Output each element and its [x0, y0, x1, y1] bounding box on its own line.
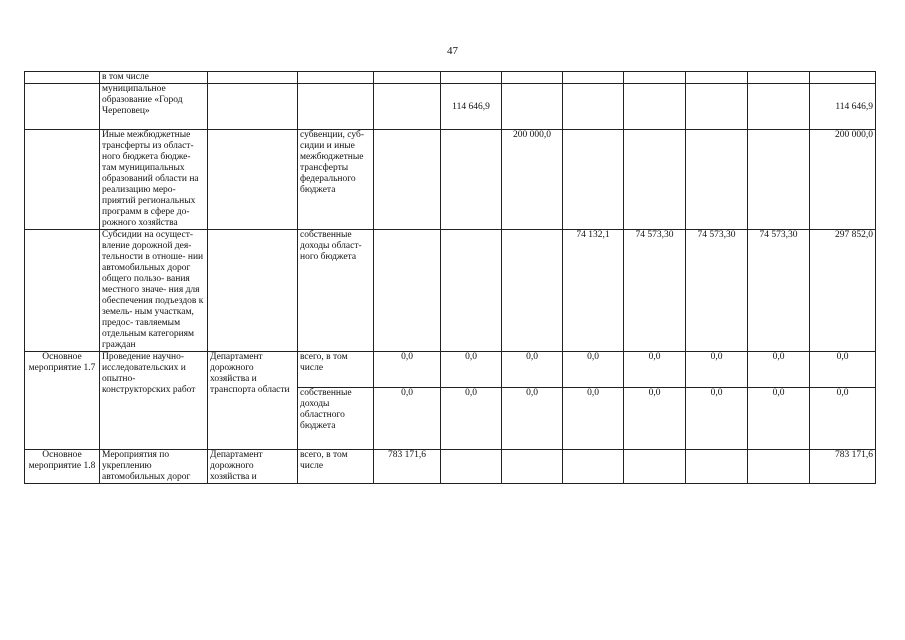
value-cell: [624, 84, 686, 130]
activity-name-cell: [100, 450, 208, 484]
program-cell: [25, 450, 100, 484]
total-cell: 200 000,0: [810, 130, 876, 230]
value-cell: 74 573,30: [686, 230, 748, 352]
value-cell: [502, 72, 563, 84]
value-cell: [441, 450, 502, 484]
value-cell: 0,0: [502, 352, 563, 388]
value-cell: 0,0: [441, 388, 502, 450]
value-cell: [686, 450, 748, 484]
program-cell: [25, 84, 100, 130]
value-cell: 0,0: [748, 388, 810, 450]
activity-name-cell: в том числе: [100, 72, 208, 84]
value-cell: 114 646,9: [441, 84, 502, 130]
table-row: [25, 450, 876, 484]
table-row: [25, 230, 876, 352]
value-cell: [686, 72, 748, 84]
funding-source-cell: субвенции, суб- сидии и иные межбюджетные трансферты федерального бюджета: [298, 130, 374, 230]
funding-source-cell: всего, в том числе: [298, 352, 374, 388]
total-cell: 297 852,0: [810, 230, 876, 352]
total-cell: 783 171,6: [810, 450, 876, 484]
value-cell: [374, 230, 441, 352]
value-cell: 783 171,6: [374, 450, 441, 484]
value-cell: [624, 72, 686, 84]
total-cell: [810, 72, 876, 84]
value-cell: [374, 84, 441, 130]
value-cell: [563, 450, 624, 484]
page-number: 47: [447, 45, 458, 57]
funding-source-cell: [298, 84, 374, 130]
value-cell: [748, 72, 810, 84]
table-row: [25, 352, 876, 388]
value-cell: [624, 130, 686, 230]
value-cell: [748, 450, 810, 484]
value-cell: [748, 84, 810, 130]
value-cell: 0,0: [624, 352, 686, 388]
value-cell: [441, 230, 502, 352]
activity-name-cell: Проведение научно- исследовательских и опытно- конструкторских работ: [100, 352, 208, 450]
value-cell: 0,0: [748, 352, 810, 388]
value-cell: [563, 84, 624, 130]
total-cell: 114 646,9: [810, 84, 876, 130]
program-cell: Основное мероприятие 1.7: [25, 352, 100, 450]
funding-source-cell: собственные доходы областного бюджета: [298, 388, 374, 450]
value-cell: [563, 72, 624, 84]
value-cell: 0,0: [374, 352, 441, 388]
value-cell: [624, 450, 686, 484]
activity-name-cell: Иные межбюджетные трансферты из област- ного бюджета бюдже- там муниципальных образований области на реализацию меро- приятий региональных программ в сфере до- рожного хозяйства: [100, 130, 208, 230]
value-cell: [441, 130, 502, 230]
activity-name-text: Мероприятия по укреплению автомобильных дорог: [102, 450, 191, 482]
funding-source-cell: собственные доходы област- ного бюджета: [298, 230, 374, 352]
value-cell: 0,0: [563, 352, 624, 388]
program-cell: [25, 130, 100, 230]
total-cell: 0,0: [810, 352, 876, 388]
value-cell: 0,0: [686, 388, 748, 450]
value-cell: 74 573,30: [748, 230, 810, 352]
value-cell: [748, 130, 810, 230]
value-cell: 0,0: [502, 388, 563, 450]
value-cell: 0,0: [374, 388, 441, 450]
executor-cell: [208, 130, 298, 230]
value-cell: [374, 130, 441, 230]
executor-cell: [208, 84, 298, 130]
value-cell: [563, 130, 624, 230]
executor-cell: [208, 72, 298, 84]
program-cell: [25, 72, 100, 84]
value-cell: 0,0: [441, 352, 502, 388]
value-cell: [686, 130, 748, 230]
activity-name-cell: Субсидии на осущест- вление дорожной дея- тельности в отноше- нии автомобильных дорог общего пользо- вания местного значе- ния для обеспечения подъездов к земель- ным участкам, предос- тавляемым отдельным категориям граждан: [100, 230, 208, 352]
value-cell: 0,0: [563, 388, 624, 450]
executor-cell: Департамент дорожного хозяйства и транспорта области: [208, 352, 298, 450]
executor-cell: [208, 230, 298, 352]
value-cell: [374, 72, 441, 84]
value-cell: [502, 230, 563, 352]
program-cell: [25, 230, 100, 352]
value-cell: 200 000,0: [502, 130, 563, 230]
budget-table: [24, 71, 876, 484]
funding-source-cell: [298, 72, 374, 84]
value-cell: 74 573,30: [624, 230, 686, 352]
value-cell: 0,0: [624, 388, 686, 450]
table-row: [25, 72, 876, 84]
total-cell: 0,0: [810, 388, 876, 450]
value-cell: [502, 84, 563, 130]
funding-source-cell: [298, 450, 374, 484]
value-cell: [502, 450, 563, 484]
table-row: [25, 84, 876, 130]
executor-cell: [208, 450, 298, 484]
activity-name-cell: муниципальное образование «Город Череповец»: [100, 84, 208, 130]
executor-text: Департамент дорожного хозяйства и: [210, 450, 263, 482]
table-row: [25, 130, 876, 230]
value-cell: 74 132,1: [563, 230, 624, 352]
value-cell: [686, 84, 748, 130]
funding-source-text: всего, в том числе: [300, 450, 348, 471]
program-cell-text: Основное мероприятие 1.8: [28, 450, 96, 471]
value-cell: [441, 72, 502, 84]
value-cell: 0,0: [686, 352, 748, 388]
